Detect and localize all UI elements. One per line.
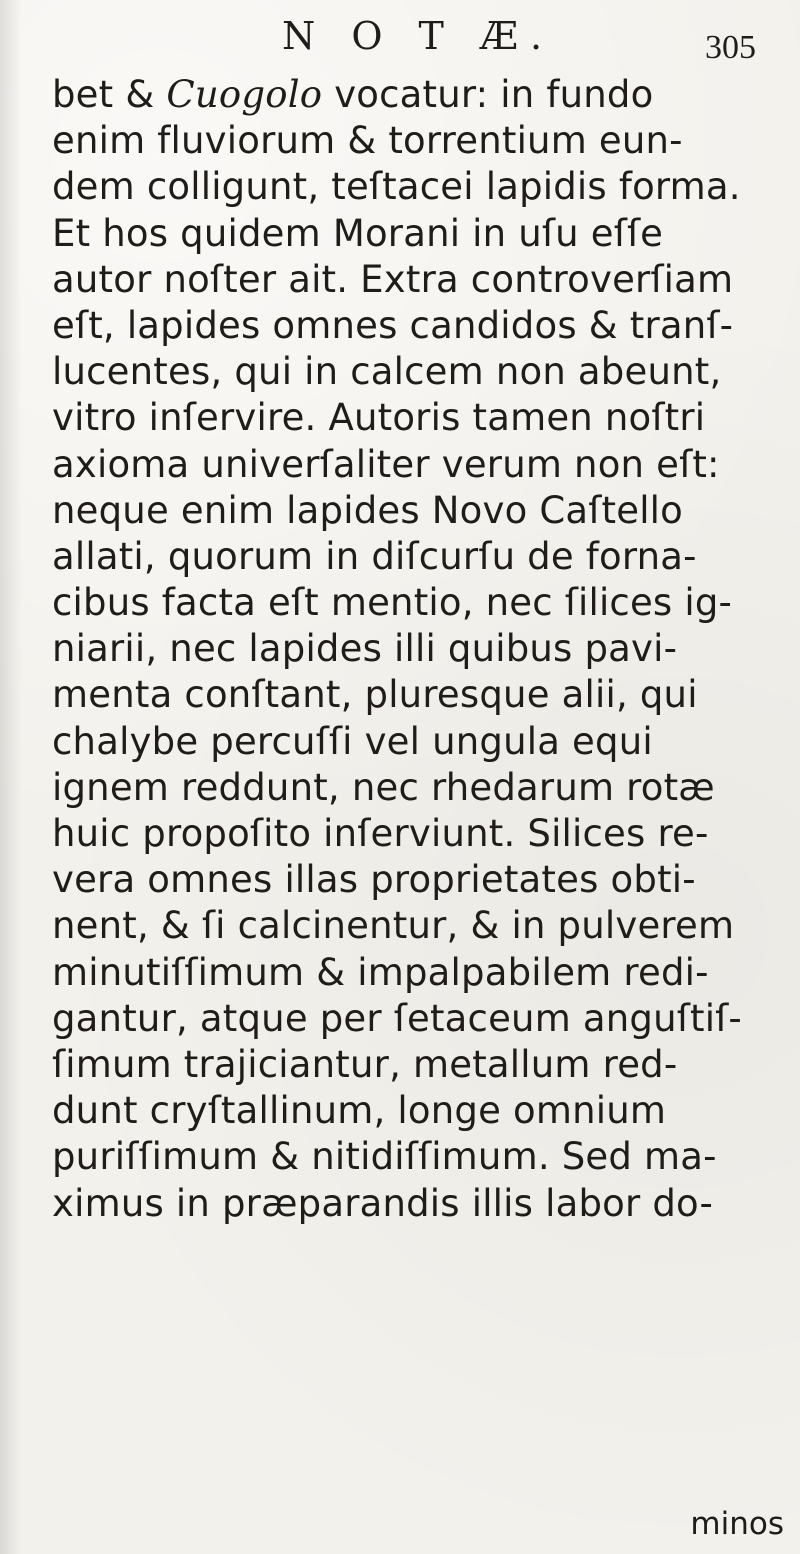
text-line: ignem reddunt, nec rhedarum rotæ [52, 765, 715, 809]
text-line: lucentes, qui in calcem non abeunt, [52, 350, 722, 394]
text-line: autor noſter ait. Extra controverſiam [52, 257, 734, 301]
text-line: dunt cryſtallinum, longe omnium [52, 1089, 667, 1133]
text-line: Et hos quidem Morani in uſu eſſe [52, 211, 664, 255]
text-line: eſt, lapides omnes candidos & tranſ- [52, 303, 734, 347]
text-line: minutiſſimum & impalpabilem redi- [52, 950, 709, 994]
catchword: minos [690, 1506, 784, 1542]
running-head [0, 10, 800, 70]
text-line: ſimum trajiciantur, metallum red- [52, 1042, 678, 1086]
text-line: allati, quorum in diſcurſu de forna- [52, 534, 697, 578]
text-line: gantur, atque per ſetaceum anguſtiſ- [52, 996, 742, 1040]
text-line: vitro inſervire. Autoris tamen noſtri [52, 396, 706, 440]
gutter-shadow [0, 0, 22, 1554]
running-title: N O T Æ. [282, 14, 555, 58]
text-line: huic propoſito inſerviunt. Silices re- [52, 812, 709, 855]
text-line: neque enim lapides Novo Caſtello [52, 488, 683, 532]
text-run: vocatur: in fundo [322, 73, 654, 116]
text-line: enim fluviorum & torrentium eun- [52, 119, 683, 163]
page-number: 305 [705, 29, 756, 66]
text-line [52, 72, 792, 118]
text-line: axioma univerſaliter verum non eſt: [52, 442, 720, 486]
text-line: nent, & ſi calcinentur, & in pulverem [52, 904, 735, 948]
body-text [52, 72, 792, 1227]
italic-term: Cuogolo [166, 73, 323, 116]
text-run: bet & [52, 73, 167, 116]
text-line: dem colligunt, teſtacei lapidis forma. [52, 165, 741, 209]
text-line: cibus facta eſt mentio, nec ſilices ig- [52, 581, 733, 625]
text-line: ximus in præparandis illis labor do- [52, 1181, 714, 1225]
text-line: menta conſtant, pluresque alii, qui [52, 673, 698, 717]
catchword-row [0, 1504, 800, 1548]
text-line: vera omnes illas proprietates obti- [52, 858, 696, 902]
text-line: puriſſimum & nitidiſſimum. Sed ma- [52, 1135, 717, 1179]
text-line: niarii, nec lapides illi quibus pavi- [52, 627, 678, 671]
text-line: chalybe percuſſi vel ungula equi [52, 719, 653, 763]
